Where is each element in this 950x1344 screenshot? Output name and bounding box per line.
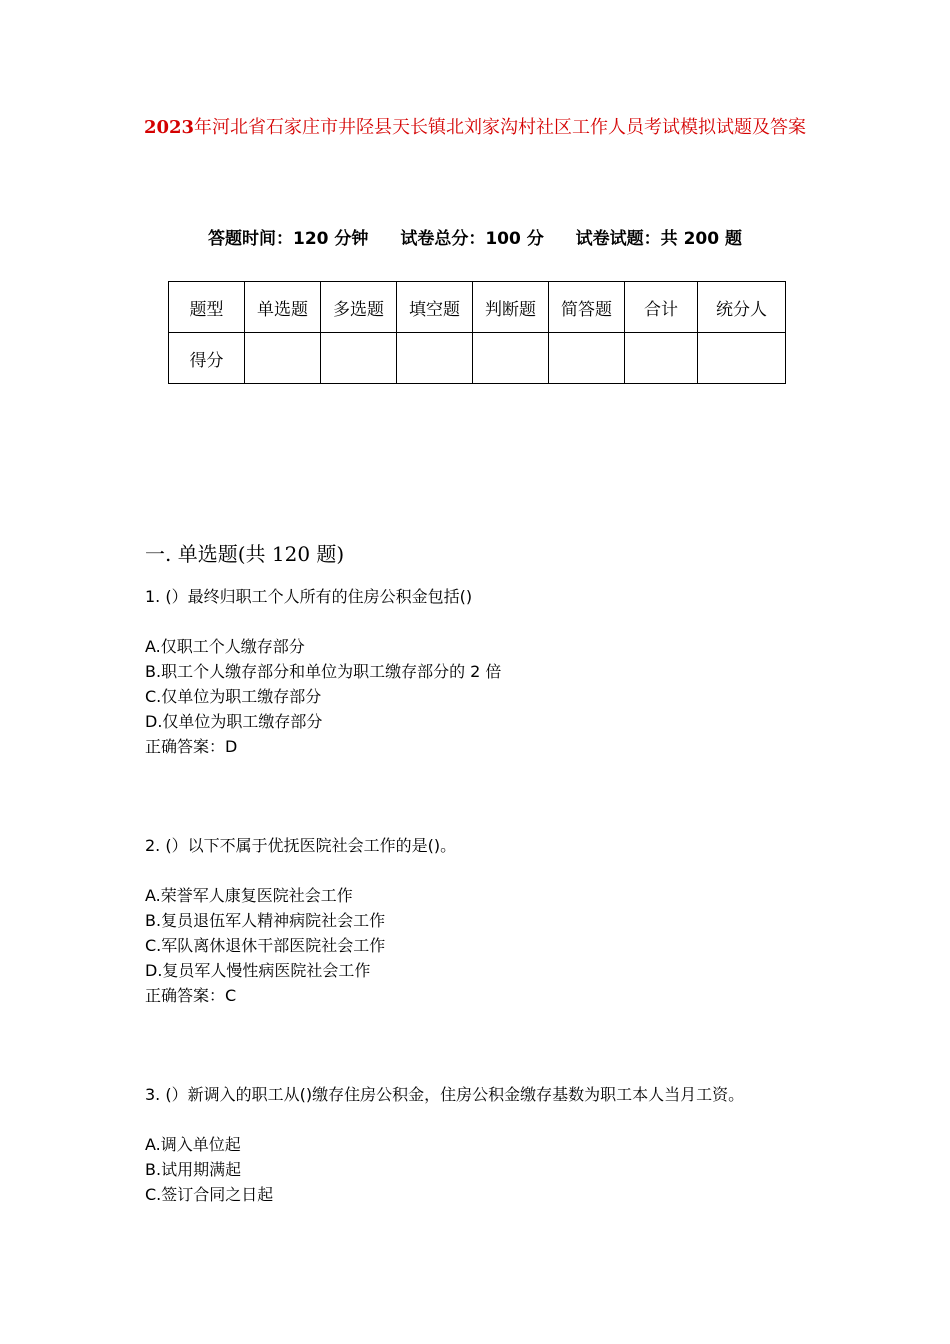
score-table xyxy=(168,281,786,384)
question-option: B.职工个人缴存部分和单位为职工缴存部分的 2 倍 xyxy=(145,662,502,681)
score-cell xyxy=(698,333,786,384)
question-option: A.仅职工个人缴存部分 xyxy=(145,637,305,656)
question-stem: 1. (）最终归职工个人所有的住房公积金包括() xyxy=(145,587,473,606)
question-answer: 正确答案：D xyxy=(145,737,238,756)
exam-question-count: 试卷试题：共 200 题 xyxy=(575,229,742,249)
score-cell xyxy=(321,333,397,384)
question-option: B.复员退伍军人精神病院社会工作 xyxy=(145,911,386,930)
score-table-score-row xyxy=(169,333,786,384)
question-stem: 2. (）以下不属于优抚医院社会工作的是()。 xyxy=(145,836,457,855)
section-heading: 一. 单选题(共 120 题) xyxy=(145,542,345,566)
exam-time: 答题时间：120 分钟 xyxy=(208,229,369,249)
score-row-label: 得分 xyxy=(169,333,245,384)
exam-total-score: 试卷总分：100 分 xyxy=(400,229,544,249)
question-option: D.仅单位为职工缴存部分 xyxy=(145,712,323,731)
question-option: A.荣誉军人康复医院社会工作 xyxy=(145,886,353,905)
title-text: 年河北省石家庄市井陉县天长镇北刘家沟村社区工作人员考试模拟试题及答案 xyxy=(194,117,807,138)
question-option: A.调入单位起 xyxy=(145,1135,241,1154)
score-header-cell: 单选题 xyxy=(245,282,321,333)
score-header-cell: 判断题 xyxy=(473,282,549,333)
question-option: C.签订合同之日起 xyxy=(145,1185,274,1204)
document-title xyxy=(130,114,820,141)
score-header-cell: 简答题 xyxy=(549,282,625,333)
score-cell xyxy=(549,333,625,384)
score-header-cell: 多选题 xyxy=(321,282,397,333)
score-cell xyxy=(625,333,698,384)
score-header-cell: 统分人 xyxy=(698,282,786,333)
score-table-header-row xyxy=(169,282,786,333)
question-option: C.仅单位为职工缴存部分 xyxy=(145,687,322,706)
question-1 xyxy=(145,584,825,759)
question-2 xyxy=(145,833,825,1008)
score-header-cell: 题型 xyxy=(169,282,245,333)
question-option: D.复员军人慢性病医院社会工作 xyxy=(145,961,371,980)
question-option: B.试用期满起 xyxy=(145,1160,242,1179)
question-3 xyxy=(145,1082,825,1207)
score-cell xyxy=(245,333,321,384)
question-option: C.军队离休退休干部医院社会工作 xyxy=(145,936,386,955)
score-cell xyxy=(397,333,473,384)
exam-meta xyxy=(0,226,950,252)
title-year: 2023 xyxy=(143,117,195,138)
question-answer: 正确答案：C xyxy=(145,986,237,1005)
score-header-cell: 填空题 xyxy=(397,282,473,333)
question-stem: 3. (）新调入的职工从()缴存住房公积金，住房公积金缴存基数为职工本人当月工资。 xyxy=(145,1085,745,1104)
score-header-cell: 合计 xyxy=(625,282,698,333)
score-cell xyxy=(473,333,549,384)
